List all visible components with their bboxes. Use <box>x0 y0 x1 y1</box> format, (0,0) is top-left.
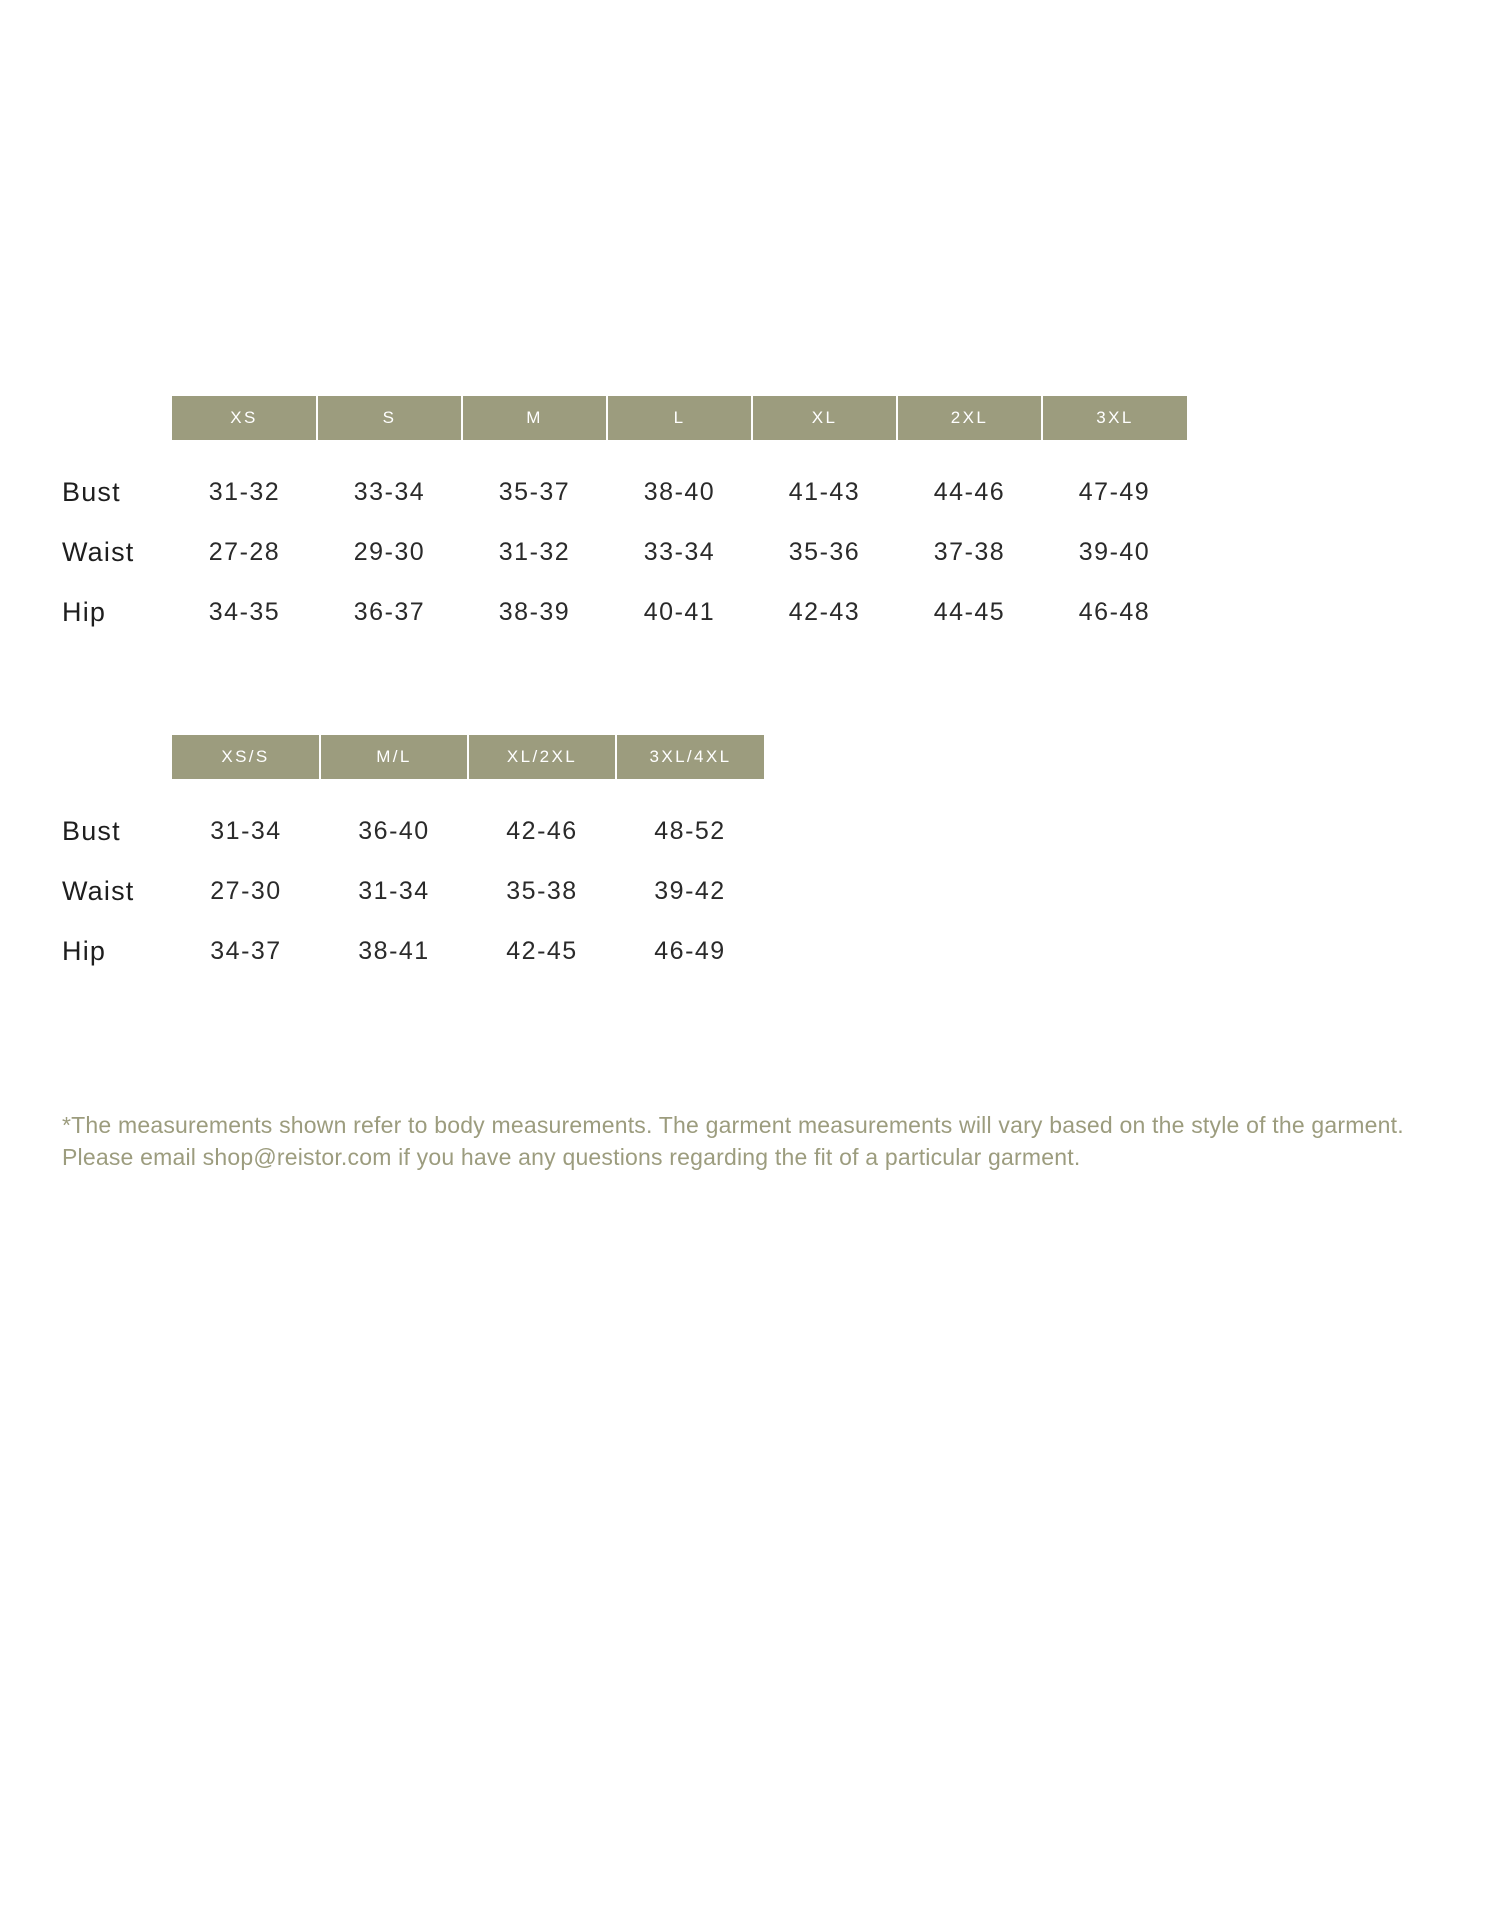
table-spacer-cell <box>62 440 1187 462</box>
cell-waist-xs-s: 27-30 <box>210 876 282 905</box>
table-row <box>62 801 764 861</box>
table-row <box>62 921 764 981</box>
cell-hip-s: 36-37 <box>353 597 426 626</box>
header-cell-xl: XL <box>752 396 897 440</box>
header-cell-s: S <box>317 396 462 440</box>
cell-hip-xs-s: 34-37 <box>210 936 282 965</box>
cell-waist-m: 31-32 <box>498 537 571 566</box>
header-cell-m-l: M/L <box>320 735 468 779</box>
cell-waist-xs: 27-28 <box>208 537 281 566</box>
cell-hip-xs: 34-35 <box>208 597 281 626</box>
cell-hip-xl: 42-43 <box>788 597 861 626</box>
cell-waist-m-l: 31-34 <box>358 876 430 905</box>
cell-hip-m-l: 38-41 <box>358 936 430 965</box>
row-label-bust: Bust <box>62 476 121 507</box>
row-label-waist: Waist <box>62 875 135 906</box>
cell-hip-m: 38-39 <box>498 597 571 626</box>
row-label-waist: Waist <box>62 536 135 567</box>
header-cell-3xl-4xl: 3XL/4XL <box>616 735 764 779</box>
table-header-row <box>62 735 764 779</box>
row-label-hip: Hip <box>62 935 107 966</box>
cell-waist-xl: 35-36 <box>788 537 861 566</box>
table-spacer-cell <box>62 779 764 801</box>
table-header-row <box>62 396 1187 440</box>
row-label-hip: Hip <box>62 596 107 627</box>
header-cell-xs-s: XS/S <box>172 735 320 779</box>
standard-size-table <box>62 396 1187 642</box>
cell-waist-3xl-4xl: 39-42 <box>654 876 726 905</box>
cell-waist-l: 33-34 <box>643 537 716 566</box>
table-row <box>62 522 1187 582</box>
header-cell-l: L <box>607 396 752 440</box>
cell-waist-s: 29-30 <box>353 537 426 566</box>
header-cell-2xl: 2XL <box>897 396 1042 440</box>
cell-bust-2xl: 44-46 <box>933 477 1006 506</box>
cell-bust-m: 35-37 <box>498 477 571 506</box>
table-row <box>62 861 764 921</box>
cell-hip-3xl: 46-48 <box>1078 597 1151 626</box>
cell-bust-s: 33-34 <box>353 477 426 506</box>
cell-hip-xl-2xl: 42-45 <box>506 936 578 965</box>
cell-hip-3xl-4xl: 46-49 <box>654 936 726 965</box>
cell-bust-xs-s: 31-34 <box>210 816 282 845</box>
header-cell-blank <box>62 396 172 440</box>
cell-bust-m-l: 36-40 <box>358 816 430 845</box>
cell-bust-xl: 41-43 <box>788 477 861 506</box>
table-row <box>62 582 1187 642</box>
measurements-footnote: *The measurements shown refer to body measurements. The garment measurements will vary based on the style of the garment. Please email shop@reistor.com if you have any questions regarding the fit of a particular garment. <box>62 1112 1404 1170</box>
cell-hip-2xl: 44-45 <box>933 597 1006 626</box>
header-cell-3xl: 3XL <box>1042 396 1187 440</box>
row-label-bust: Bust <box>62 815 121 846</box>
table-spacer-row <box>62 440 1187 462</box>
cell-bust-l: 38-40 <box>643 477 716 506</box>
combined-size-table <box>62 735 764 981</box>
header-cell-xl-2xl: XL/2XL <box>468 735 616 779</box>
table-spacer-row <box>62 779 764 801</box>
cell-waist-3xl: 39-40 <box>1078 537 1151 566</box>
header-cell-xs: XS <box>172 396 317 440</box>
cell-bust-xs: 31-32 <box>208 477 281 506</box>
cell-bust-xl-2xl: 42-46 <box>506 816 578 845</box>
header-cell-blank <box>62 735 172 779</box>
header-cell-m: M <box>462 396 607 440</box>
table-row <box>62 462 1187 522</box>
cell-hip-l: 40-41 <box>643 597 716 626</box>
cell-bust-3xl-4xl: 48-52 <box>654 816 726 845</box>
cell-waist-2xl: 37-38 <box>933 537 1006 566</box>
cell-waist-xl-2xl: 35-38 <box>506 876 578 905</box>
cell-bust-3xl: 47-49 <box>1078 477 1151 506</box>
